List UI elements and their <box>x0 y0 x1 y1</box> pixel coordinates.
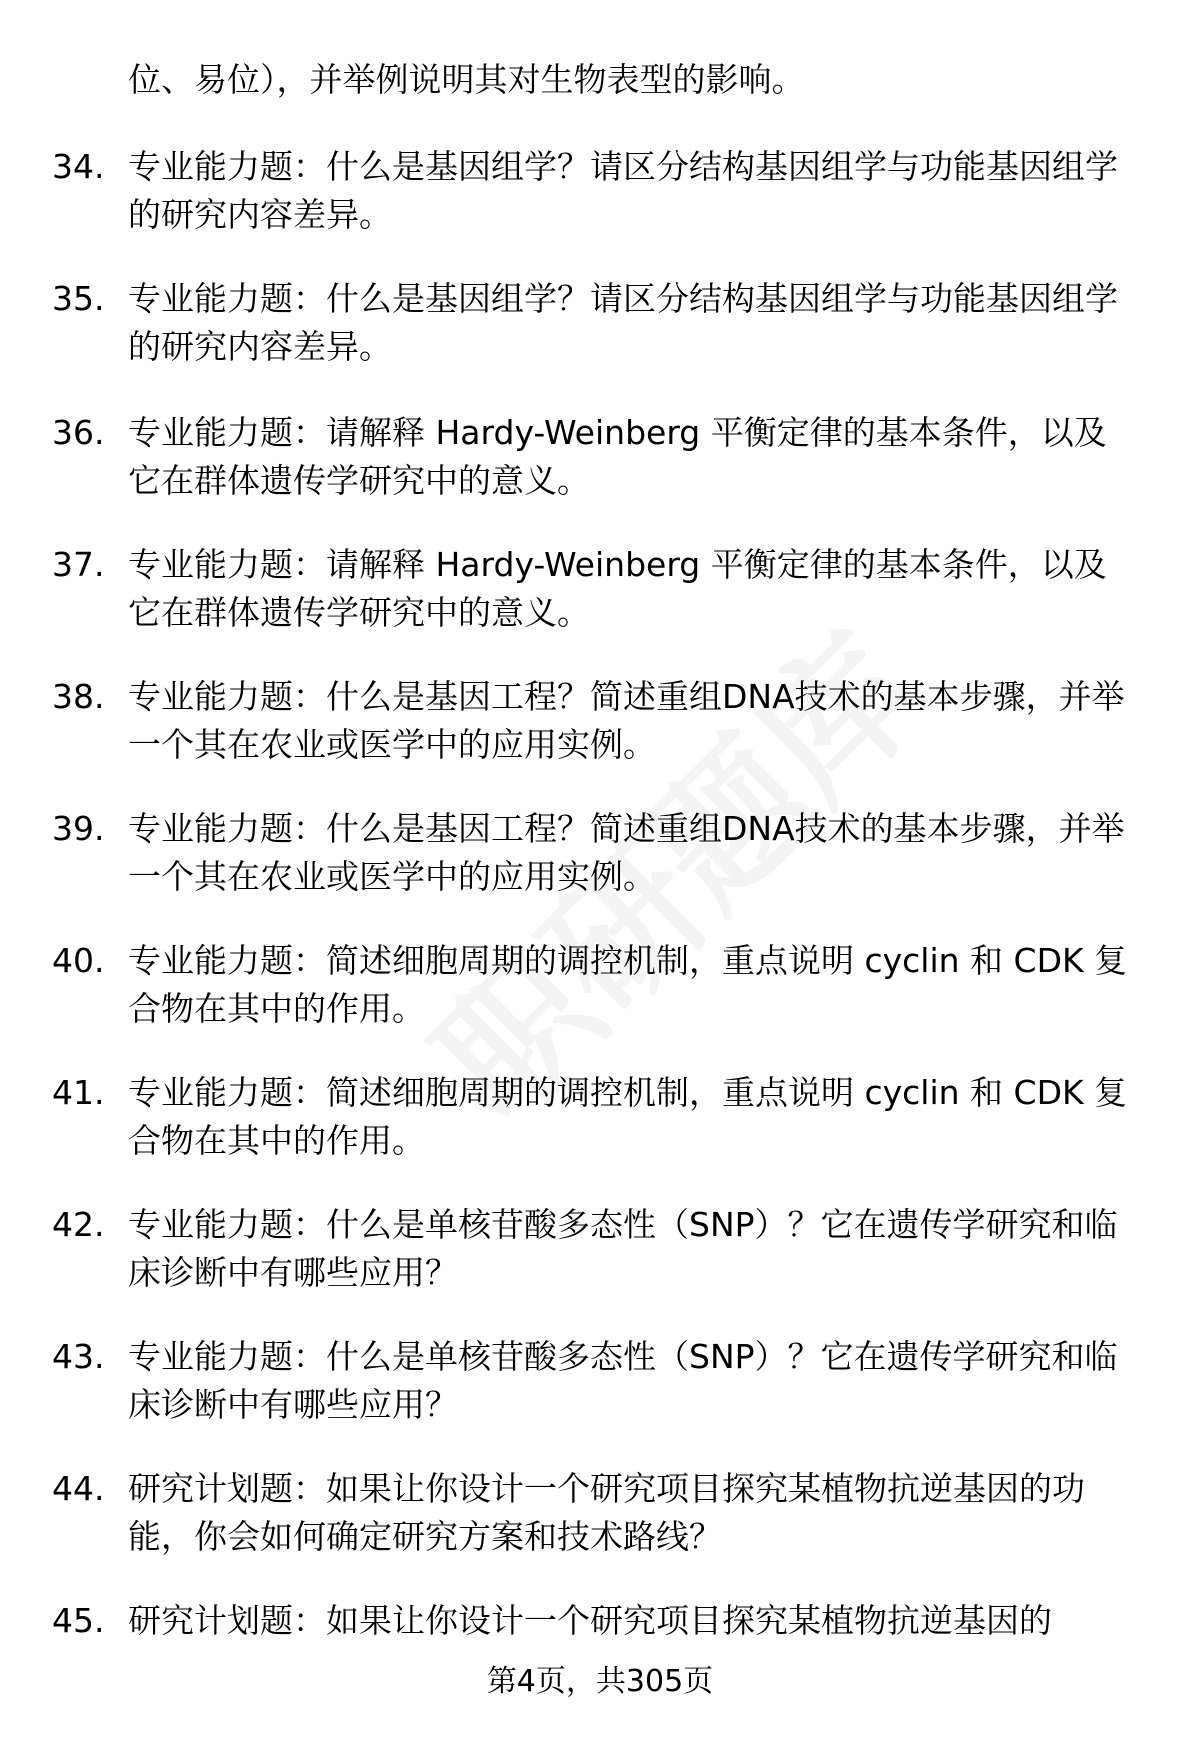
question-text: 专业能力题：什么是单核苷酸多态性（SNP）？它在遗传学研究和临床诊断中有哪些应用？ <box>128 1337 1118 1424</box>
question-text: 研究计划题：如果让你设计一个研究项目探究某植物抗逆基因的功能，你会如何确定研究方案和技术路线？ <box>128 1469 1085 1556</box>
question-item <box>0 541 1200 673</box>
question-number: 35. <box>52 279 105 318</box>
question-text: 专业能力题：请解释 Hardy-Weinberg 平衡定律的基本条件，以及它在群体遗传学研究中的意义。 <box>128 545 1107 632</box>
question-number: 43. <box>52 1337 105 1376</box>
question-item <box>0 409 1200 541</box>
question-item <box>0 805 1200 937</box>
question-text: 专业能力题：什么是基因组学？请区分结构基因组学与功能基因组学的研究内容差异。 <box>128 279 1118 366</box>
question-number: 37. <box>52 545 105 584</box>
question-item <box>0 937 1200 1069</box>
question-number: 41. <box>52 1073 105 1112</box>
question-number: 39. <box>52 809 105 848</box>
question-number: 34. <box>52 147 105 186</box>
question-number: 42. <box>52 1205 105 1244</box>
question-number: 45. <box>52 1601 105 1640</box>
continuation-text: 位、易位），并举例说明其对生物表型的影响。 <box>128 60 805 99</box>
question-item <box>0 673 1200 805</box>
question-list <box>0 143 1200 1729</box>
question-item <box>0 1201 1200 1333</box>
question-item <box>0 1333 1200 1465</box>
question-text: 研究计划题：如果让你设计一个研究项目探究某植物抗逆基因的 <box>128 1601 1052 1640</box>
question-text: 专业能力题：什么是基因工程？简述重组DNA技术的基本步骤，并举一个其在农业或医学中的应用实例。 <box>128 809 1125 896</box>
question-number: 40. <box>52 941 105 980</box>
question-number: 44. <box>52 1469 105 1508</box>
question-number: 36. <box>52 413 105 452</box>
question-text: 专业能力题：什么是基因组学？请区分结构基因组学与功能基因组学的研究内容差异。 <box>128 147 1118 234</box>
question-item <box>0 1069 1200 1201</box>
question-item <box>0 275 1200 409</box>
question-text: 专业能力题：简述细胞周期的调控机制，重点说明 cyclin 和 CDK 复合物在其中的作用。 <box>128 1073 1128 1160</box>
question-text: 专业能力题：什么是单核苷酸多态性（SNP）？它在遗传学研究和临床诊断中有哪些应用？ <box>128 1205 1118 1292</box>
question-text: 专业能力题：简述细胞周期的调控机制，重点说明 cyclin 和 CDK 复合物在其中的作用。 <box>128 941 1128 1028</box>
question-text: 专业能力题：请解释 Hardy-Weinberg 平衡定律的基本条件，以及它在群体遗传学研究中的意义。 <box>128 413 1107 500</box>
question-item <box>0 1465 1200 1597</box>
question-number: 38. <box>52 677 105 716</box>
page-footer: 第4页，共305页 <box>486 1664 714 1699</box>
question-item <box>0 143 1200 275</box>
question-text: 专业能力题：什么是基因工程？简述重组DNA技术的基本步骤，并举一个其在农业或医学中的应用实例。 <box>128 677 1125 764</box>
